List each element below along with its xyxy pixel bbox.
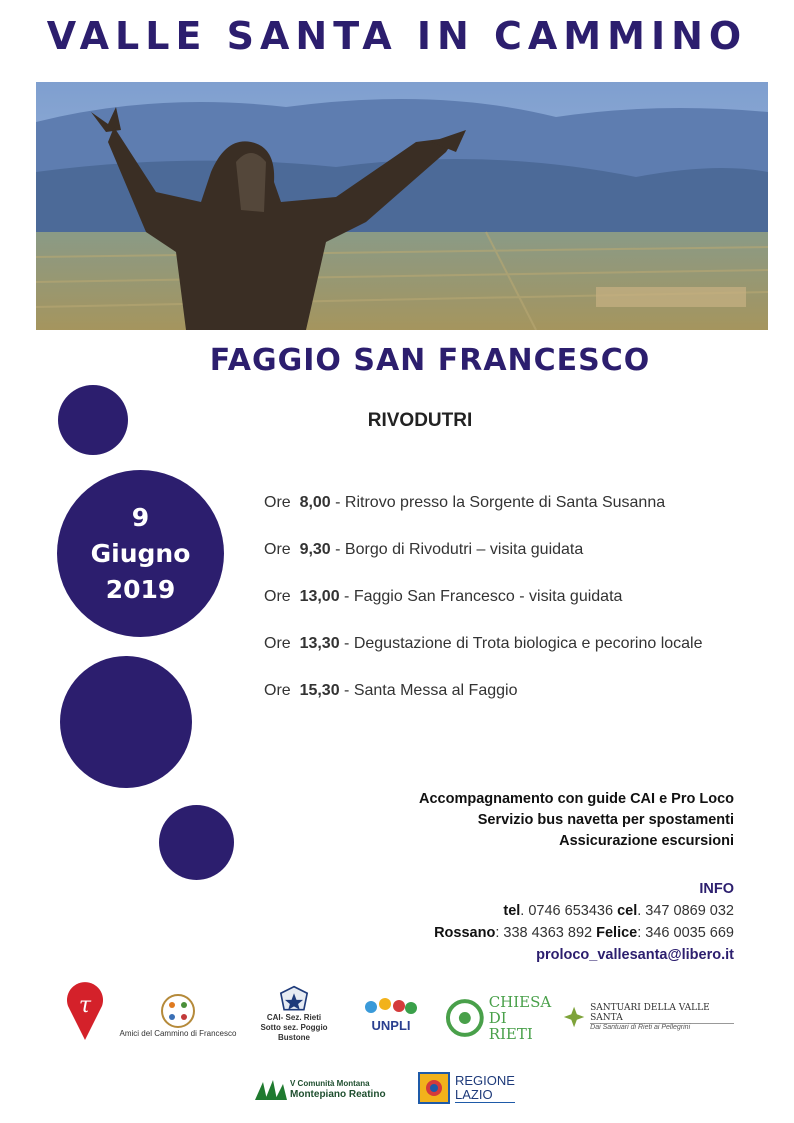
chiesa-rieti-logo	[445, 995, 555, 1041]
decorative-circle	[58, 385, 128, 455]
page-title: VALLE SANTA IN CAMMINO	[46, 14, 748, 58]
hero-image	[36, 82, 768, 330]
amici-cammino-label: Amici del Cammino di Francesco	[119, 1029, 237, 1038]
info-label: INFO	[699, 881, 734, 897]
contacts-line: Rossano: 338 4363 892 Felice: 346 0035 669	[434, 925, 734, 941]
services-list	[419, 789, 734, 852]
cai-logo	[244, 985, 344, 1043]
decorative-circle	[159, 805, 234, 880]
unpli-logo	[358, 993, 424, 1035]
cai-label-1: CAI- Sez. Rieti	[266, 1013, 322, 1022]
service-item: Servizio bus navetta per spostamenti	[477, 812, 734, 828]
event-place: RIVODUTRI	[367, 410, 473, 431]
date-month: Giugno	[90, 538, 191, 568]
comunita-montana-logo	[255, 1073, 390, 1105]
santuari-text: SANTUARI DELLA VALLE SANTA Dai Santuari di Rieti ai Pellegrini	[590, 1003, 734, 1031]
schedule-item: Ore 15,30 - Santa Messa al Faggio	[264, 682, 518, 699]
unpli-label: UNPLI	[371, 1017, 411, 1033]
date-badge	[57, 470, 224, 637]
info-block	[434, 878, 734, 966]
schedule-item: Ore 13,00 - Faggio San Francesco - visita guidata	[264, 588, 623, 605]
regione-text: REGIONE LAZIO	[455, 1072, 515, 1102]
date-day: 9	[131, 502, 150, 532]
decorative-circle	[60, 656, 192, 788]
cai-label-2: Sotto sez. Poggio Bustone	[260, 1023, 328, 1042]
santuari-logo	[562, 1000, 734, 1034]
regione-lazio-logo	[418, 1070, 540, 1106]
schedule-list	[264, 492, 703, 727]
comunita-text: V Comunità Montana Montepiano Reatino	[290, 1079, 386, 1100]
event-subtitle: FAGGIO SAN FRANCESCO	[209, 343, 651, 378]
svg-text:τ: τ	[78, 993, 92, 1018]
schedule-item: Ore 9,30 - Borgo di Rivodutri – visita guidata	[264, 541, 584, 558]
pro-loco-logo	[62, 980, 108, 1042]
service-item: Assicurazione escursioni	[559, 833, 734, 849]
email-link[interactable]: proloco_vallesanta@libero.it	[536, 947, 734, 963]
phone-line: tel. 0746 653436 cel. 347 0869 032	[503, 903, 734, 919]
schedule-item: Ore 8,00 - Ritrovo presso la Sorgente di Santa Susanna	[264, 494, 666, 511]
service-item: Accompagnamento con guide CAI e Pro Loco	[418, 791, 734, 807]
schedule-item: Ore 13,30 - Degustazione di Trota biologica e pecorino locale	[264, 635, 703, 652]
chiesa-text: CHIESA DI RIETI	[488, 993, 552, 1043]
amici-cammino-logo	[118, 990, 238, 1042]
date-year: 2019	[105, 574, 176, 604]
